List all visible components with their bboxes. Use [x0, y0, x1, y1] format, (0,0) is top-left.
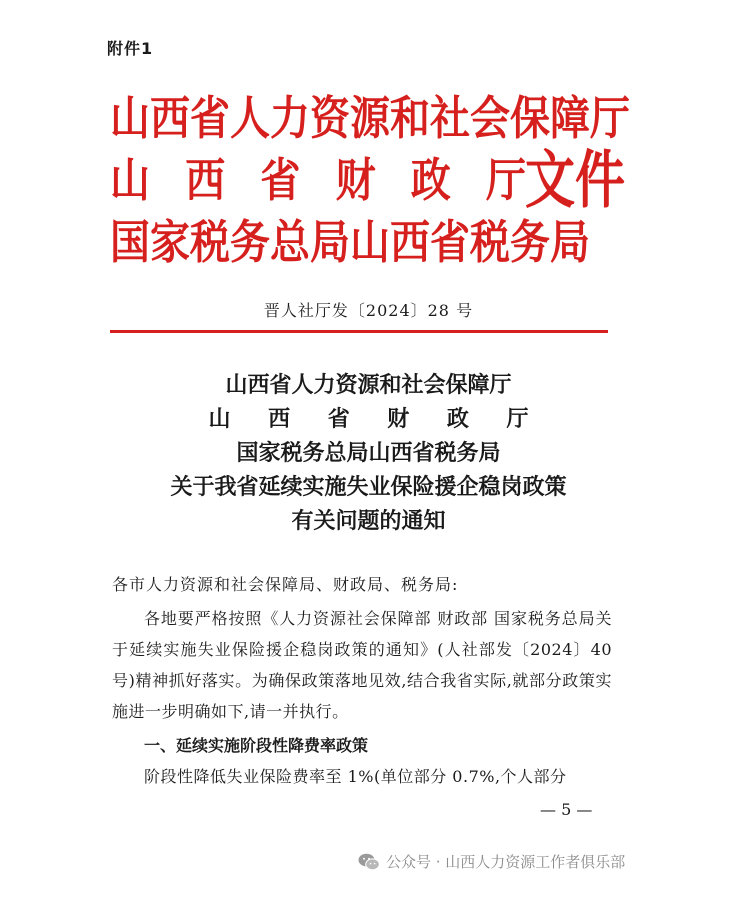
title-line-2 [209, 402, 529, 436]
issuer-line-2-char: 厅 [485, 153, 526, 208]
title-line-2-char: 西 [268, 406, 291, 432]
issuer-line-1: 山西省人力资源和社会保障厅 [110, 91, 630, 146]
salutation: 各市人力资源和社会保障局、财政局、税务局: [112, 575, 459, 594]
title-line-3: 国家税务总局山西省税务局 [236, 440, 501, 466]
wechat-watermark [358, 851, 625, 872]
section-heading-1: 一、延续实施阶段性降费率政策 [144, 736, 369, 755]
document-word: 文件 [525, 142, 625, 217]
document-title [0, 368, 737, 538]
body-paragraph-1 [112, 603, 612, 727]
title-line-2-char: 山 [208, 406, 231, 432]
issuer-line-2-char: 省 [260, 153, 301, 208]
attachment-label: 附件1 [107, 39, 154, 58]
title-line-2-char: 省 [327, 406, 350, 432]
issuer-line-2-char: 山 [110, 153, 150, 208]
section-1-text: 阶段性降低失业保险费率至 1%(单位部分 0.7%,个人部分 [144, 767, 567, 786]
issuer-line-2-char: 财 [335, 153, 376, 208]
title-line-2-char: 政 [446, 406, 469, 432]
title-line-1: 山西省人力资源和社会保障厅 [225, 372, 512, 398]
page-number: — 5 — [540, 800, 593, 819]
issuer-line-3: 国家税务总局山西省税务局 [110, 215, 590, 270]
red-divider [110, 330, 608, 333]
title-line-2-char: 厅 [506, 406, 529, 432]
paragraph-text: 各地要严格按照《人力资源社会保障部 财政部 国家税务总局关于延续实施失业保险援企稳岗政策的通知》(人社部发〔2024〕40 号)精神抓好落实。为确保政策落地见效,结合我省实际,就部分政策实施进一步明确如下,请一并执行。 [112, 609, 612, 721]
title-line-2-char: 财 [387, 406, 410, 432]
issuer-line-2-char: 政 [410, 153, 451, 208]
document-number: 晋人社厅发〔2024〕28 号 [263, 301, 474, 320]
issuer-line-2-char: 西 [185, 153, 226, 208]
watermark-text: 公众号 · 山西人力资源工作者俱乐部 [386, 853, 626, 871]
title-line-4: 关于我省延续实施失业保险援企稳岗政策 [170, 474, 567, 500]
issuer-line-2 [110, 145, 526, 216]
wechat-icon [358, 853, 380, 871]
title-line-5: 有关问题的通知 [291, 508, 446, 534]
